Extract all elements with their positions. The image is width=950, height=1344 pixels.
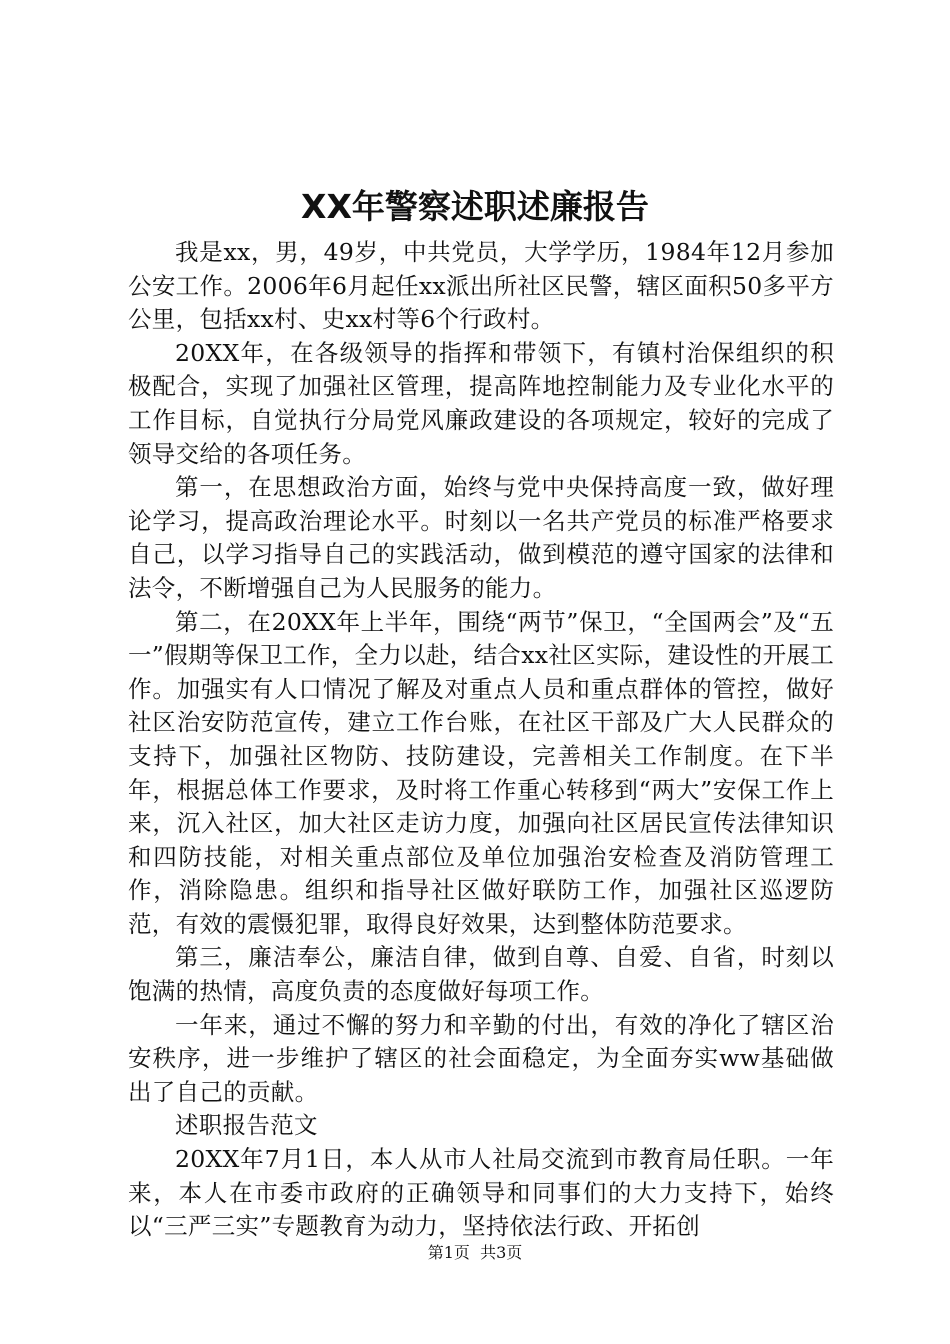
section-heading: 述职报告范文 [175, 1111, 318, 1140]
page-total: 共3页 [480, 1243, 523, 1262]
page-footer [0, 1241, 950, 1265]
paragraph-sample: 20XX年7月1日，本人从市人社局交流到市教育局任职。一年来，本人在市委市政府的正确领导和同事们的大力支持下，始终以“三严三实”专题教育为动力，坚持依法行政、开拓创 [128, 1145, 834, 1241]
page-number: 第1页 [427, 1243, 470, 1262]
paragraph-summary: 20XX年，在各级领导的指挥和带领下，有镇村治保组织的积极配合，实现了加强社区管理，提高阵地控制能力及专业化水平的工作目标，自觉执行分局党风廉政建设的各项规定，较好的完成了领导交给的各项任务。 [128, 338, 834, 468]
paragraph-conclusion: 一年来，通过不懈的努力和辛勤的付出，有效的净化了辖区治安秩序，进一步维护了辖区的社会面稳定，为全面夯实ww基础做出了自己的贡献。 [128, 1010, 834, 1106]
paragraph-intro: 我是xx，男，49岁，中共党员，大学学历，1984年12月参加公安工作。2006年6月起任xx派出所社区民警，辖区面积50多平方公里，包括xx村、史xx村等6个行政村。 [128, 238, 834, 334]
paragraph-third: 第三，廉洁奉公，廉洁自律，做到自尊、自爱、自省，时刻以饱满的热情，高度负责的态度做好每项工作。 [128, 943, 834, 1006]
paragraph-second: 第二，在20XX年上半年，围绕“两节”保卫，“全国两会”及“五一”假期等保卫工作，全力以赴，结合xx社区实际，建设性的开展工作。加强实有人口情况了解及对重点人员和重点群体的管控，做好社区治安防范宣传，建立工作台账，在社区干部及广大人民群众的支持下，加强社区物防、技防建设，完善相关工作制度。在下半年，根据总体工作要求，及时将工作重心转移到“两大”安保工作上来，沉入社区，加大社区走访力度，加强向社区居民宣传法律知识和四防技能，对相关重点部位及单位加强治安检查及消防管理工作，消除隐患。组织和指导社区做好联防工作，加强社区巡逻防范，有效的震慑犯罪，取得良好效果，达到整体防范要求。 [128, 607, 834, 938]
document-title: XX年警察述职述廉报告 [301, 187, 649, 226]
paragraph-first: 第一，在思想政治方面，始终与党中央保持高度一致，做好理论学习，提高政治理论水平。时刻以一名共产党员的标准严格要求自己，以学习指导自己的实践活动，做到模范的遵守国家的法律和法令，不断增强自己为人民服务的能力。 [128, 473, 834, 602]
document-body [128, 236, 834, 1244]
